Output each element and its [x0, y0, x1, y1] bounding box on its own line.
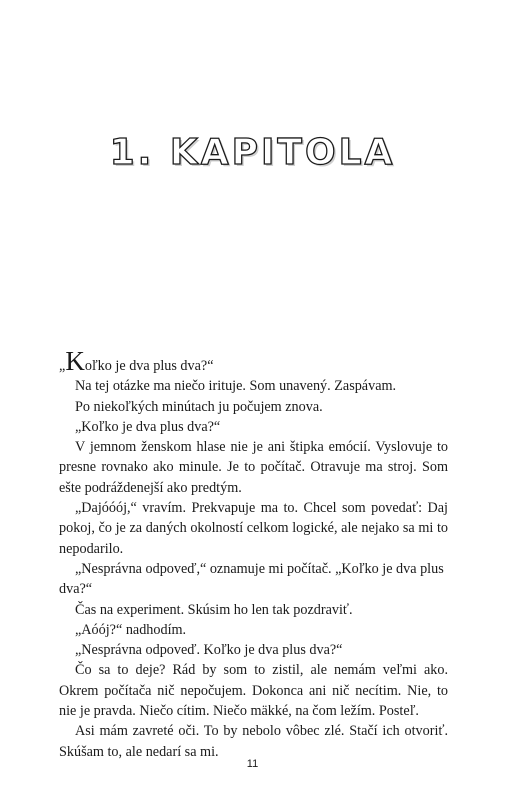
opening-quote: „: [59, 358, 66, 374]
paragraph-12: Asi mám zavreté oči. To by nebolo vôbec zlé. Stačí ich otvoriť. Skúšam to, ale nedarí sa mi.: [59, 723, 448, 760]
paragraph-10: „Nesprávna odpoveď. Koľko je dva plus dva?“: [75, 642, 343, 659]
paragraph-6: „Dajóóój,“ vravím. Prekvapuje ma to. Chcel som povedať: Daj pokoj, čo je za daných okolností celkom logické, ale nejako sa mi to nepodarilo.: [59, 500, 448, 557]
paragraph-9: „Aóój?“ nadhodím.: [75, 621, 187, 638]
page-number: 11: [246, 758, 259, 770]
paragraph-2: Na tej otázke ma niečo irituje. Som unavený. Zaspávam.: [75, 378, 397, 395]
drop-cap: K: [65, 346, 85, 376]
paragraph-5: V jemnom ženskom hlase nie je ani štipka emócií. Vyslovuje to presne rovnako ako minule. Je to počítač. Otravuje ma stroj. Som ešte podráždenejší ako predtým.: [59, 439, 448, 496]
paragraph-3: Po niekoľkých minútach ju počujem znova.: [75, 398, 323, 415]
paragraph-4: „Koľko je dva plus dva?“: [75, 418, 221, 435]
paragraph-8: Čas na experiment. Skúsim ho len tak pozdraviť.: [75, 601, 353, 618]
chapter-body: [59, 346, 448, 762]
paragraph-7: „Nesprávna odpoveď,“ oznamuje mi počítač. „Koľko je dva plus dva?“: [59, 560, 444, 598]
paragraph-1: [59, 346, 448, 376]
paragraph-11: Čo sa to deje? Rád by som to zistil, ale nemám veľmi ako. Okrem počítača nič nepočujem. Dokonca ani nič necítim. Nie, to nie je pravda. Niečo cítim. Niečo mäkké, na čom ležím. Posteľ.: [59, 662, 448, 720]
chapter-title: 1. KAPITOLA: [109, 132, 396, 173]
paragraph-1-text: oľko je dva plus dva?“: [84, 358, 214, 374]
